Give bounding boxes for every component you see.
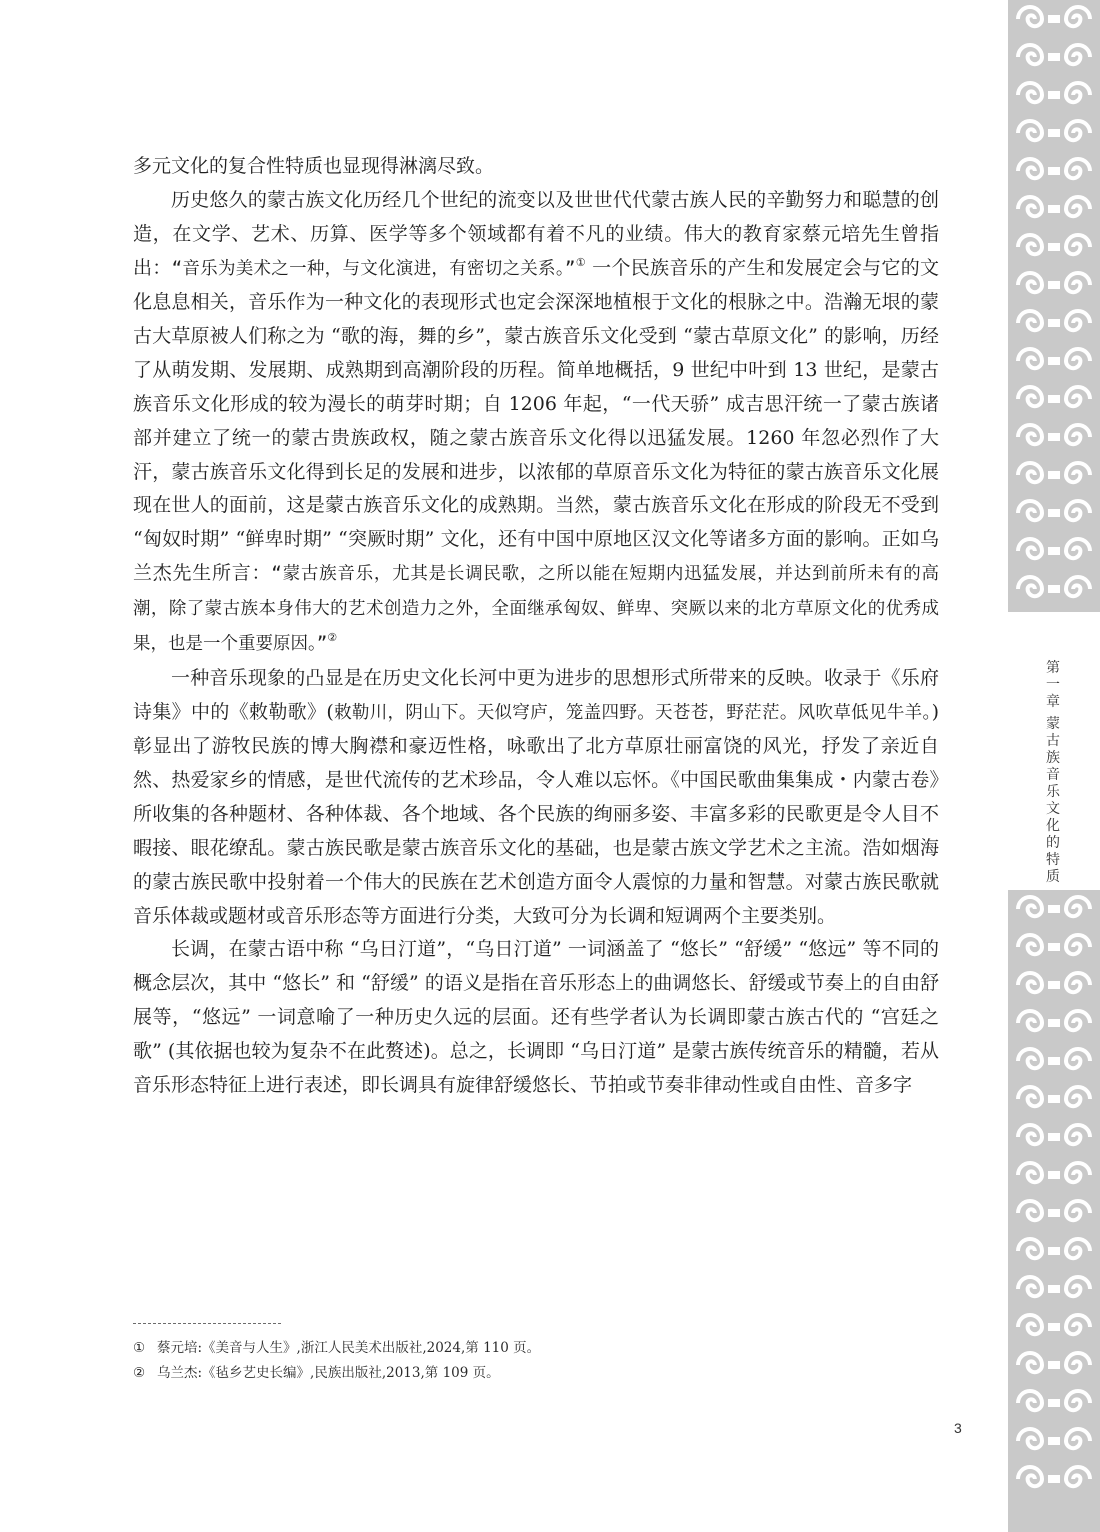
cloud-scroll-ornament — [1018, 1087, 1090, 1106]
cloud-scroll-ornament — [1018, 1315, 1090, 1334]
paragraph-text: 历史悠久的蒙古族文化历经几个世纪的流变以及世世代代蒙古族人民的辛勤努力和聪慧的创造，在文学、艺术、历算、医学等多个领域都有着不凡的业绩。伟大的教育家蔡元培先生曾指出： — [133, 188, 939, 279]
paragraph-text: 一个民族音乐的产生和发展定会与它的文化息息相关，音乐作为一种文化的表现形式也定会深深地植根于文化的根脉之中。浩瀚无垠的蒙古大草原被人们称之为 “歌的海，舞的乡”，蒙古族音乐文化受到 “蒙古草原文化” 的影响，历经了从萌发期、发展期、成熟期到高潮阶段的历程。简单地概括，9 世纪中叶到 13 世纪，是蒙古族音乐文化形成的较为漫长的萌芽时期；自 1206 年起，“一代天骄” 成吉思汗统一了蒙古族诸部并建立了统一的蒙古贵族政权，随之蒙古族音乐文化得以迅猛发展。1260 年忽必烈作了大汗，蒙古族音乐文化得到长足的发展和进步，以浓郁的草原音乐文化为特征的蒙古族音乐文化展现在世人的面前，这是蒙古族音乐文化的成熟期。当然，蒙古族音乐文化在形成的阶段无不受到 “匈奴时期” “鲜卑时期” “突厥时期” 文化，还有中国中原地区汉文化等诸多方面的影响。正如乌兰杰先生所言： — [133, 256, 939, 585]
quote-cai-yuanpei: “音乐为美术之一种，与文化演进，有密切之关系。” — [171, 258, 576, 279]
footnote-1 — [133, 1339, 893, 1357]
cloud-scroll-ornament — [1018, 1277, 1090, 1296]
quote-chile-song: 敕勒川，阴山下。天似穹庐，笼盖四野。天苍苍，野茫茫。风吹草低见牛羊。 — [333, 702, 932, 723]
cloud-scroll-ornament — [1018, 387, 1090, 406]
cloud-scroll-ornament — [1018, 463, 1090, 482]
cloud-scroll-ornament — [1018, 121, 1090, 140]
cloud-scroll-ornament — [1018, 159, 1090, 178]
quote-wulanjie: “蒙古族音乐，尤其是长调民歌，之所以能在短期内迅猛发展，并达到前所未有的高潮，除了蒙古族本身伟大的艺术创造力之外，全面继承匈奴、鲜卑、突厥以来的北方草原文化的优秀成果，也是一个重要原因。” — [133, 564, 939, 654]
footnote-2 — [133, 1364, 893, 1382]
cloud-scroll-ornament — [1018, 273, 1090, 292]
paragraph-history — [133, 184, 939, 662]
cloud-scroll-ornament — [1018, 235, 1090, 254]
cloud-scroll-ornament — [1018, 349, 1090, 368]
cloud-scroll-ornament — [1018, 935, 1090, 954]
cloud-scroll-ornament — [1018, 1467, 1090, 1486]
cloud-scroll-ornament — [1018, 577, 1090, 596]
chapter-title: 蒙古族音乐文化的特质 — [1046, 716, 1060, 885]
cloud-scroll-ornament — [1018, 1239, 1090, 1258]
cloud-scroll-ornament — [1018, 501, 1090, 520]
footnote-text: 乌兰杰:《毡乡艺史长编》,民族出版社,2013,第 109 页。 — [157, 1365, 500, 1381]
cloud-scroll-ornament — [1018, 539, 1090, 558]
cloud-scroll-ornament — [1018, 1049, 1090, 1068]
paragraph-text: )彰显出了游牧民族的博大胸襟和豪迈性格，咏歌出了北方草原壮丽富饶的风光，抒发了亲近自然、热爱家乡的情感，是世代流传的艺术珍品，令人难以忘怀。《中国民歌曲集集成・内蒙古卷》所收集的各种题材、各种体裁、各个地域、各个民族的绚丽多姿、丰富多彩的民歌更是令人目不暇接、眼花缭乱。蒙古族民歌是蒙古族音乐文化的基础，也是蒙古族文学艺术之主流。浩如烟海的蒙古族民歌中投射着一个伟大的民族在艺术创造方面令人震惊的力量和智慧。对蒙古族民歌就音乐体裁或题材或音乐形态等方面进行分类，大致可分为长调和短调两个主要类别。 — [133, 700, 939, 927]
cloud-scroll-ornament — [1018, 197, 1090, 216]
cloud-scroll-ornament — [1018, 1125, 1090, 1144]
footnote-separator — [133, 1323, 281, 1324]
paragraph-music-phenomenon — [133, 662, 939, 934]
cloud-pattern-bottom — [1008, 890, 1100, 1532]
paragraph-continuation: 多元文化的复合性特质也显现得淋漓尽致。 — [133, 155, 495, 177]
footnote-mark: ② — [133, 1365, 146, 1381]
chapter-label: 第一章 — [1046, 660, 1060, 710]
cloud-scroll-ornament — [1018, 1429, 1090, 1448]
cloud-scroll-ornament — [1018, 7, 1090, 26]
footnote-ref-1[interactable]: ① — [575, 255, 586, 269]
footnote-ref-2[interactable]: ② — [327, 630, 338, 644]
footnote-text: 蔡元培:《美音与人生》,浙江人民美术出版社,2024,第 110 页。 — [157, 1340, 541, 1356]
cloud-scroll-ornament — [1018, 311, 1090, 330]
body-text — [133, 150, 939, 1103]
cloud-scroll-ornament — [1018, 425, 1090, 444]
cloud-scroll-ornament — [1018, 45, 1090, 64]
cloud-scroll-ornament — [1018, 1391, 1090, 1410]
paragraph-text: 一种音乐现象的凸显是在历史文化长河中更为进步的思想形式所带来的反映。收录于《乐府诗集》中的《敕勒歌》( — [133, 666, 939, 723]
cloud-scroll-ornament — [1018, 897, 1090, 916]
footnote-mark: ① — [133, 1340, 146, 1356]
cloud-scroll-ornament — [1018, 1201, 1090, 1220]
cloud-scroll-ornament — [1018, 1163, 1090, 1182]
cloud-pattern-top — [1008, 0, 1100, 612]
cloud-scroll-ornament — [1018, 1011, 1090, 1030]
cloud-scroll-ornament — [1018, 1353, 1090, 1372]
cloud-scroll-ornament — [1018, 83, 1090, 102]
page-number: 3 — [954, 1420, 962, 1436]
cloud-scroll-ornament — [1018, 973, 1090, 992]
paragraph-long-song: 长调，在蒙古语中称 “乌日汀道”，“乌日汀道” 一词涵盖了 “悠长” “舒缓” “悠远” 等不同的概念层次，其中 “悠长” 和 “舒缓” 的语义是指在音乐形态上的曲调悠长、舒缓或节奏上的自由舒展等，“悠远” 一词意喻了一种历史久远的层面。还有些学者认为长调即蒙古族古代的 “宫廷之歌” (其依据也较为复杂不在此赘述)。总之，长调即 “乌日汀道” 是蒙古族传统音乐的精髓，若从音乐形态特征上进行表述，即长调具有旋律舒缓悠长、节拍或节奏非律动性或自由性、音多字 — [133, 938, 939, 1096]
